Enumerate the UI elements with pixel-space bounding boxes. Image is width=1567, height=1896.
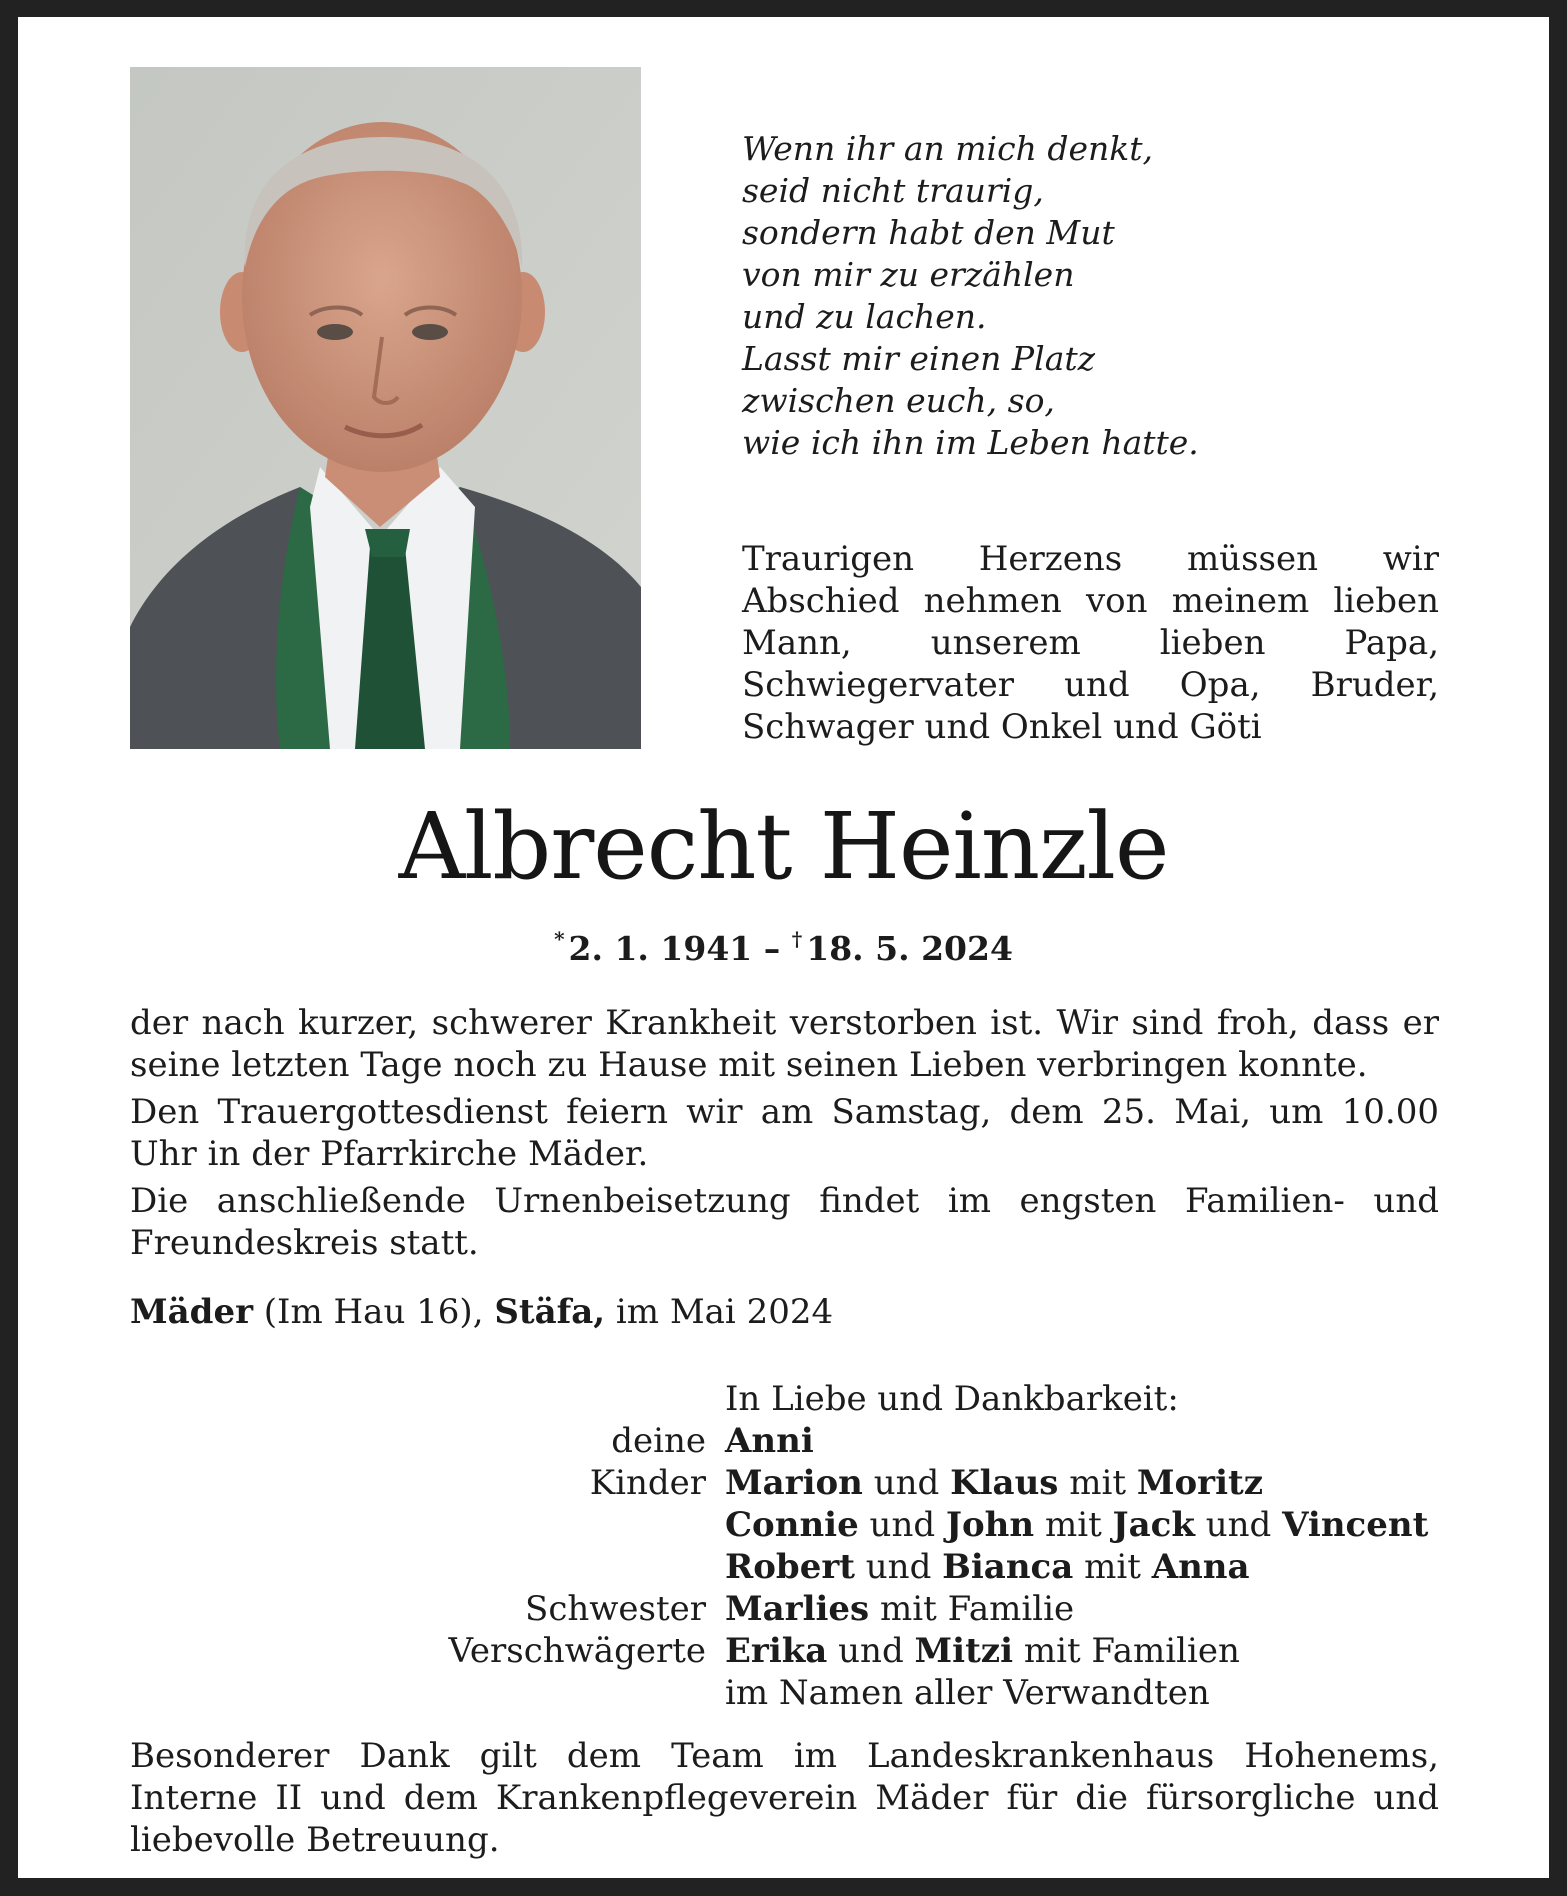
mourner-names	[725, 1630, 1240, 1672]
mourner-connector: im Namen aller Verwandten	[725, 1673, 1210, 1713]
mourner-connector: und	[854, 1547, 943, 1587]
poem-line: Wenn ihr an mich denkt,	[742, 129, 1153, 168]
poem-line: und zu lachen.	[742, 297, 987, 336]
mourner-name: Marlies	[725, 1589, 870, 1629]
announcement-paragraph: der nach kurzer, schwerer Krankheit verstorben ist. Wir sind froh, dass er seine letzten Tage noch zu Hause mit seinen Lieben verbringen konnte.	[130, 1003, 1439, 1085]
mourner-name: Erika	[725, 1631, 828, 1671]
mourner-name: Jack	[1112, 1505, 1195, 1545]
town-2: Stäfa,	[494, 1292, 606, 1332]
mourner-name: Anna	[1151, 1547, 1250, 1587]
service-paragraph: Den Trauergottesdienst feiern wir am Samstag, dem 25. Mai, um 10.00 Uhr in der Pfarrkirche Mäder.	[130, 1092, 1439, 1174]
mourner-row	[18, 1630, 1549, 1672]
mourner-names	[725, 1420, 814, 1462]
life-dates	[18, 917, 1549, 971]
date-separator: –	[763, 929, 781, 968]
mourner-name: Bianca	[942, 1547, 1074, 1587]
mourner-row	[18, 1462, 1549, 1504]
mourner-names	[725, 1546, 1250, 1588]
mourner-connector: mit	[1073, 1547, 1152, 1587]
mourner-connector: und	[1194, 1505, 1283, 1545]
poem-line: wie ich ihn im Leben hatte.	[742, 423, 1199, 462]
mourner-name: Marion	[725, 1463, 863, 1503]
poem-line: zwischen euch, so,	[742, 381, 1055, 420]
death-date: 18. 5. 2024	[806, 929, 1013, 968]
mourner-row	[18, 1588, 1549, 1630]
mourner-connector: und	[858, 1505, 946, 1545]
deceased-name: Albrecht Heinzle	[398, 793, 1169, 900]
death-symbol: †	[791, 927, 803, 951]
thanks-paragraph: Besonderer Dank gilt dem Team im Landeskrankenhaus Hohenems, Interne II und dem Krankenpflegeverein Mäder für die fürsorgliche und liebevolle Betreuung.	[130, 1736, 1439, 1860]
mourner-relation: Kinder	[589, 1463, 706, 1503]
mourner-row	[18, 1546, 1549, 1588]
intro-text: Traurigen Herzens müssen wir Abschied nehmen von meinem lieben Mann, unserem lieben Papa, Schwiegervater und Opa, Bruder, Schwager und Onkel und Göti	[742, 539, 1439, 747]
burial-paragraph: Die anschließende Urnenbeisetzung findet im engsten Familien- und Freundeskreis statt.	[130, 1181, 1439, 1263]
birth-date: 2. 1. 1941	[568, 929, 753, 968]
mourner-name: Mitzi	[914, 1631, 1014, 1671]
mourner-name: Klaus	[950, 1463, 1059, 1503]
poem-line: Lasst mir einen Platz	[742, 339, 1096, 378]
birth-symbol: *	[554, 927, 565, 951]
mourner-connector: mit	[1058, 1463, 1137, 1503]
mourner-relation: deine	[611, 1421, 706, 1461]
place-and-date	[130, 1291, 1439, 1333]
poem-line: von mir zu erzählen	[742, 255, 1075, 294]
mourner-row	[18, 1420, 1549, 1462]
address: (Im Hau 16),	[252, 1292, 495, 1332]
mourner-relation: Verschwägerte	[448, 1631, 706, 1671]
mourners-heading: In Liebe und Dankbarkeit:	[725, 1379, 1179, 1419]
mourner-name: Robert	[725, 1547, 855, 1587]
mourner-name: John	[945, 1505, 1035, 1545]
mourner-connector: mit Familien	[1013, 1631, 1240, 1671]
mourner-connector: und	[827, 1631, 915, 1671]
mourner-name: Connie	[725, 1505, 859, 1545]
month-year: im Mai 2024	[605, 1292, 834, 1332]
mourner-row	[18, 1504, 1549, 1546]
mourner-connector: mit Familie	[869, 1589, 1075, 1629]
mourner-connector: mit	[1034, 1505, 1113, 1545]
mourner-row	[18, 1672, 1549, 1714]
mourner-relation: Schwester	[525, 1589, 706, 1629]
mourner-names	[725, 1504, 1428, 1546]
portrait-photo	[130, 67, 641, 749]
mourner-name: Anni	[725, 1421, 814, 1461]
mourner-names	[725, 1462, 1263, 1504]
mourner-name: Vincent	[1282, 1505, 1429, 1545]
memorial-poem	[742, 128, 1462, 464]
poem-line: sondern habt den Mut	[742, 213, 1115, 252]
mourner-names	[725, 1672, 1210, 1714]
mourner-connector: und	[862, 1463, 951, 1503]
town-1: Mäder	[130, 1292, 253, 1332]
obituary-sheet	[18, 17, 1549, 1878]
mourner-name: Moritz	[1136, 1463, 1264, 1503]
poem-line: seid nicht traurig,	[742, 171, 1044, 210]
mourner-names	[725, 1588, 1074, 1630]
